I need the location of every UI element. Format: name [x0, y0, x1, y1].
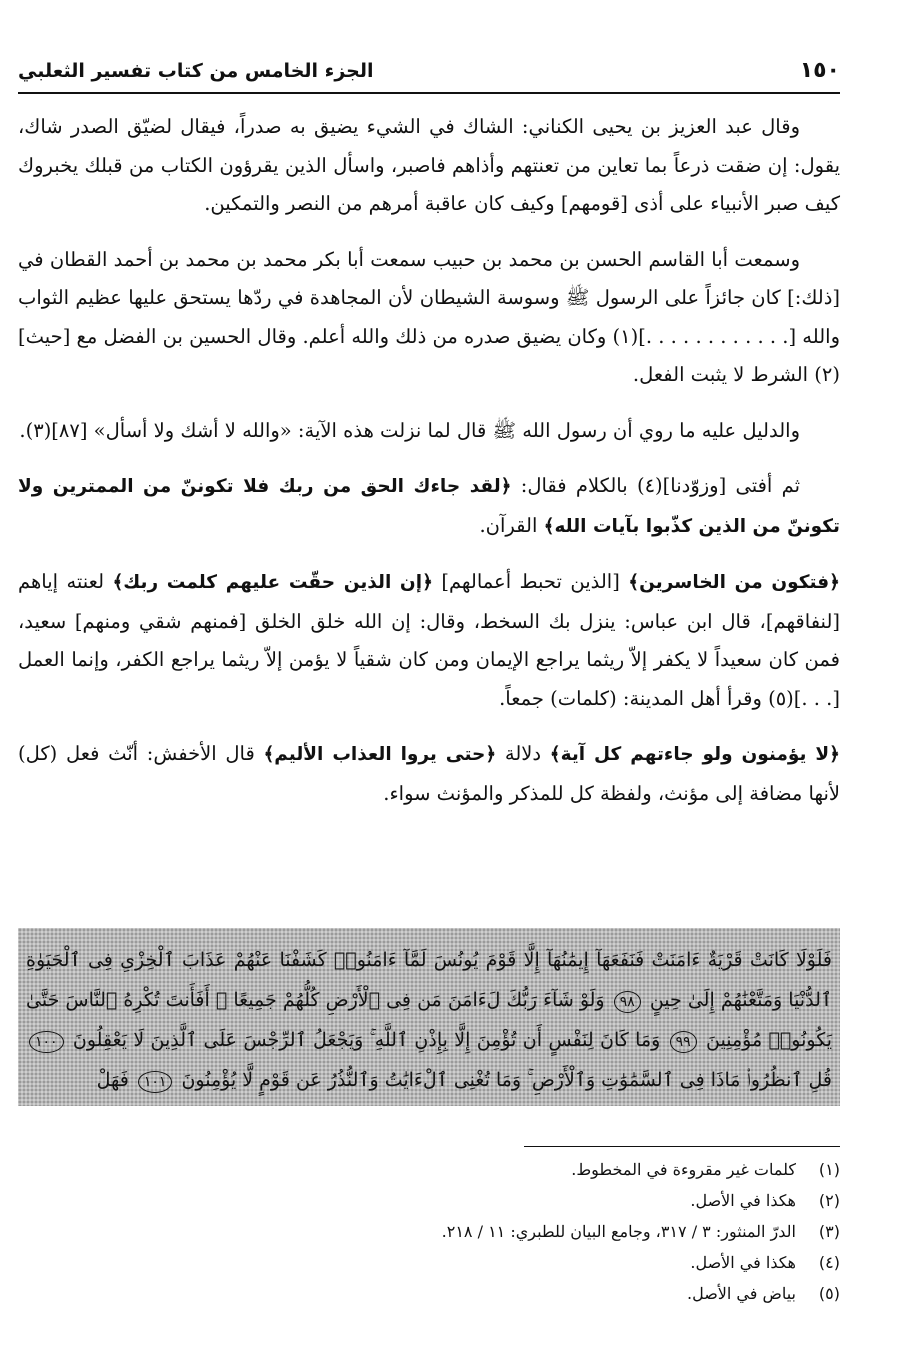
ayah-number-marker: ١٠٠: [29, 1031, 64, 1053]
verse-text: وَمَا كَانَ لِنَفْسٍ أَن تُؤْمِنَ إِلَّا بِإِذْنِ ٱللَّهِ ۚ وَيَجْعَلُ ٱلرِّجْسَ عَلَى ٱلَّذِينَ لَا يَعْقِلُونَ: [72, 1029, 661, 1051]
paragraph: [18, 467, 840, 546]
footnote-item: [18, 1216, 840, 1247]
quran-verses: [26, 940, 832, 1100]
page-header: [18, 56, 840, 94]
footnote-text: بياض في الأصل.: [686, 1284, 796, 1303]
book-page: [18, 0, 840, 1367]
quran-quote: ﴿حتى يروا العذاب الأليم﴾: [263, 744, 497, 765]
paragraph-text: القرآن.: [479, 513, 544, 537]
footnote-item: [18, 1278, 840, 1309]
paragraph: [18, 563, 840, 718]
paragraph: [18, 241, 840, 395]
running-title: الجزء الخامس من كتاب تفسير الثعلبي: [18, 60, 374, 82]
paragraph-text: وقال عبد العزيز بن يحيى الكناني: الشاك في الشيء يضيق به صدراً، فيقال لضيّق الصدر شاك، يقول: إن ضقت ذرعاً بما تعاين من تعنتهم وأذاهم فاصبر، واسأل الذين يقرؤون الكتاب من قبلك يخبروك كيف صبر الأنبياء على أذى [قومهم] وكيف كان عاقبة أمرهم من النصر والتمكين.: [18, 115, 840, 215]
footnote-item: [18, 1154, 840, 1185]
paragraph: [18, 735, 840, 813]
quran-verses-box: [18, 928, 840, 1106]
footnote-text: كلمات غير مقروءة في المخطوط.: [571, 1160, 796, 1179]
footnote-text: الدرّ المنثور: ٣ / ٣١٧، وجامع البيان للطبري: ١١ / ٢١٨.: [441, 1222, 796, 1241]
paragraph-text: دلالة: [496, 742, 550, 765]
quran-quote: ﴿فتكون من الخاسرين﴾: [628, 572, 840, 593]
footnote-number: (٤): [818, 1253, 840, 1272]
quran-quote: ﴿لا يؤمنون ولو جاءتهم كل آية﴾: [549, 744, 840, 765]
paragraph-text: قال الأخفش: أنّث فعل (كل) لأنها مضافة إلى مؤنث، ولفظة كل للمذكر والمؤنث سواء.: [18, 742, 840, 805]
footnote-text: هكذا في الأصل.: [690, 1191, 796, 1210]
verse-text: فَهَلْ: [96, 1069, 129, 1091]
footnote-separator: [524, 1146, 840, 1147]
paragraph-text: لعنته إياهم [لنفاقهم]، قال ابن عباس: ينزل بك السخط، وقال: إن الله خلق الخلق [فمنهم شقي ومنهم] سعيد، فمن كان سعيداً لا يكفر إلاّ ريثما يراجع الإيمان ومن كان شقياً لا يؤمن إلاّ ريثما يراجع الكفر، وإنما العمل [. . .](٥) وقرأ أهل المدينة: (كلمات) جمعاً.: [18, 570, 840, 710]
footnote-text: هكذا في الأصل.: [690, 1253, 796, 1272]
footnote-number: (١): [818, 1160, 840, 1179]
footnote-item: [18, 1247, 840, 1278]
paragraph-text: وسمعت أبا القاسم الحسن بن محمد بن حبيب سمعت أبا بكر محمد بن محمد بن أحمد القطان في [ذلك:] كان جائزاً على الرسول ﷺ وسوسة الشيطان لأن المجاهدة في ردّها يستحق عليها عظيم الثواب والله [. . . . . . . . . . . .](١) وكان يضيق صدره من ذلك والله أعلم. وقال الحسين بن الفضل مع [حيث](٢) الشرط لا يثبت الفعل.: [18, 247, 840, 386]
ayah-number-marker: ٩٩: [670, 1031, 697, 1053]
commentary-body: [18, 108, 840, 830]
footnote-item: [18, 1185, 840, 1216]
footnote-number: (٥): [818, 1284, 840, 1303]
paragraph-text: والدليل عليه ما روي أن رسول الله ﷺ قال لما نزلت هذه الآية: «والله لا أشك ولا أسأل» [٨٧](٣).: [19, 418, 800, 442]
paragraph-text: [الذين تحبط أعمالهم]: [432, 570, 629, 593]
verse-text: قُلِ ٱنظُرُوا۟ مَاذَا فِى ٱلسَّمَٰوَٰتِ وَٱلْأَرْضِ ۚ وَمَا تُغْنِى ٱلْءَايَٰتُ وَٱلنُّذُرُ عَن قَوْمٍ لَّا يُؤْمِنُونَ: [181, 1069, 832, 1091]
paragraph: [18, 108, 840, 224]
verse-text: فَلَوْلَا كَانَتْ قَرْيَةٌ ءَامَنَتْ فَنَفَعَهَآ إِيمَٰنُهَآ إِلَّا قَوْمَ يُونُسَ لَمَّآ ءَامَنُوا۟ كَشَفْنَا عَنْهُمْ عَذَابَ ٱلْخِزْىِ فِى ٱلْحَيَوٰةِ ٱلدُّنْيَا وَمَتَّعْنَٰهُمْ إِلَىٰ حِينٍ: [26, 949, 832, 1011]
verse-text: وَلَوْ شَآءَ رَبُّكَ لَءَامَنَ مَن فِى ٱلْأَرْضِ كُلُّهُمْ جَمِيعًا ۚ أَفَأَنتَ تُكْرِهُ ٱلنَّاسَ حَتَّىٰ يَكُونُوا۟ مُؤْمِنِينَ: [26, 989, 832, 1051]
paragraph: [18, 412, 840, 451]
footnote-number: (٢): [818, 1191, 840, 1210]
page-number: ١٥٠: [799, 58, 840, 83]
paragraph-text: ثم أفتى [وزوّدنا](٤) بالكلام فقال:: [511, 474, 800, 497]
ayah-number-marker: ١٠١: [138, 1071, 173, 1093]
footnotes: [18, 1154, 840, 1309]
quran-quote: ﴿لقد جاءك الحق من ربك فلا تكوننّ من الممترين ولا تكوننّ من الذين كذّبوا بآيات الله﴾: [18, 476, 840, 537]
ayah-number-marker: ٩٨: [614, 991, 641, 1013]
quran-quote: ﴿إن الذين حقّت عليهم كلمت ربك﴾: [112, 572, 433, 593]
footnote-number: (٣): [818, 1222, 840, 1241]
